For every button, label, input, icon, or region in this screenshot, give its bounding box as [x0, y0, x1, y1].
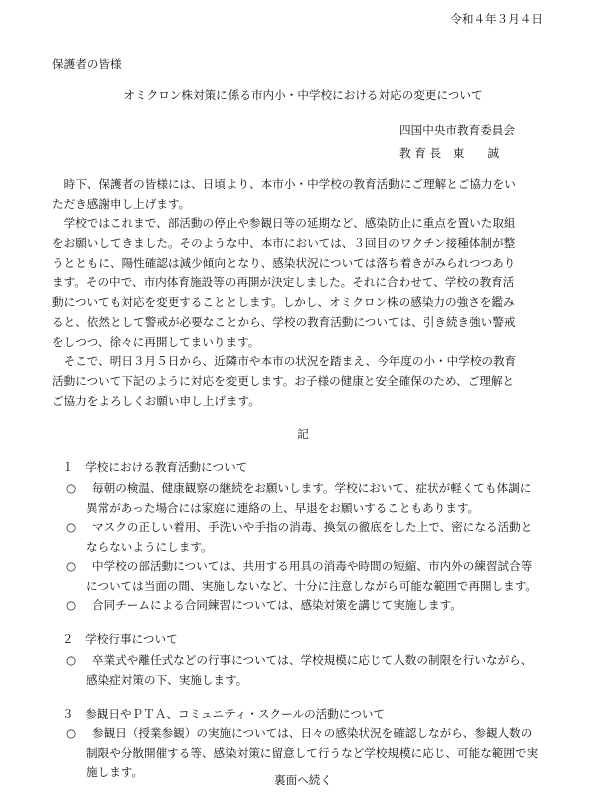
- body-text: [52, 175, 562, 411]
- body-line: 動についても対応を変更することとします。しかし、オミクロン株の感染力の強さを鑑み: [52, 295, 515, 310]
- item-line: 中学校の部活動については、共用する用具の消毒や時間の短縮、市内外の練習試合等: [92, 559, 533, 573]
- circle-bullet-icon: ○: [66, 481, 77, 495]
- section-heading-1: １ 学校における教育活動について: [62, 460, 248, 474]
- body-line: ます。その中で、市内体育施設等の再開が決定しました。それに合わせて、学校の教育活: [52, 275, 515, 290]
- list-item: [66, 651, 532, 690]
- body-line: ご協力をよろしくお願い申し上げます。: [52, 393, 260, 408]
- sender-organization: 四国中央市教育委員会: [399, 123, 515, 137]
- item-line: については当面の間、実施しないなど、十分に注意しながら可能な範囲で再開します。: [86, 578, 537, 593]
- body-line: うとともに、陽性確認は減少傾向となり、感染状況については落ち着きがみられつつあり: [52, 255, 516, 270]
- body-line: 時下、保護者の皆様には、日頃より、本市小・中学校の教育活動にご理解とご協力をい: [52, 177, 516, 191]
- addressee: 保護者の皆様: [52, 57, 122, 71]
- body-line: 活動について下記のように対応を変更します。お子様の健康と安全確保のため、ご理解と: [52, 373, 515, 388]
- item-line: 感染症対策の下、実施します。: [86, 672, 248, 687]
- document-title: オミクロン株対策に係る市内小・中学校における対応の変更について: [123, 88, 483, 102]
- section-heading-3: ３ 参観日やＰＴＡ、コミュニティ・スクールの活動について: [62, 707, 386, 721]
- circle-bullet-icon: ○: [66, 520, 77, 534]
- item-line: 制限や分散開催する等、感染対策に留意して行うなど学校規模に応じ、可能な範囲で実: [86, 745, 539, 760]
- circle-bullet-icon: ○: [66, 559, 77, 573]
- item-line: 参観日（授業参観）の実施については、日々の感染状況を確認しながら、参観人数の: [92, 726, 533, 740]
- list-item: [66, 596, 462, 616]
- item-line: 毎朝の検温、健康観察の継続をお願いします。学校において、症状が軽くても体調に: [92, 481, 532, 495]
- body-line: をしつつ、徐々に再開してまいります。: [52, 334, 260, 349]
- body-line: そこで、明日３月５日から、近隣市や本市の状況を踏まえ、今年度の小・中学校の教育: [52, 354, 517, 369]
- body-line: ると、依然として警戒が必要なことから、学校の教育活動については、引き続き強い警戒: [52, 314, 516, 329]
- continued-on-back-note: 裏面へ続く: [274, 773, 332, 787]
- item-line: 合同チームによる合同練習については、感染対策を講じて実施します。: [92, 598, 462, 612]
- item-line: 卒業式や離任式などの行事については、学校規模に応じて人数の制限を行いながら、: [92, 653, 533, 667]
- body-line: ただき感謝申し上げます。: [52, 196, 191, 211]
- list-item: [66, 557, 537, 596]
- section-heading-2: ２ 学校行事について: [62, 632, 178, 646]
- sender-signature: 教 育 長 東 誠: [399, 146, 500, 160]
- list-item: [66, 479, 531, 518]
- document-date: 令和４年３月４日: [450, 12, 543, 26]
- circle-bullet-icon: ○: [66, 653, 77, 667]
- item-line: ならないようにします。: [86, 539, 213, 554]
- circle-bullet-icon: ○: [66, 598, 77, 612]
- list-item: [66, 518, 532, 557]
- body-line: 学校ではこれまで、部活動の停止や参観日等の延期など、感染防止に重点を置いた取組: [52, 216, 516, 231]
- body-line: をお願いしてきました。そのような中、本市においては、３回目のワクチン接種体制が整: [52, 236, 516, 251]
- circle-bullet-icon: ○: [66, 726, 77, 740]
- item-line: 異常があった場合には家庭に連絡の上、早退をお願いすることもあります。: [86, 500, 480, 515]
- item-line: 施します。: [86, 765, 144, 780]
- ki-heading: 記: [297, 427, 309, 441]
- item-line: マスクの正しい着用、手洗いや手指の消毒、換気の徹底をした上で、密になる活動と: [92, 520, 533, 534]
